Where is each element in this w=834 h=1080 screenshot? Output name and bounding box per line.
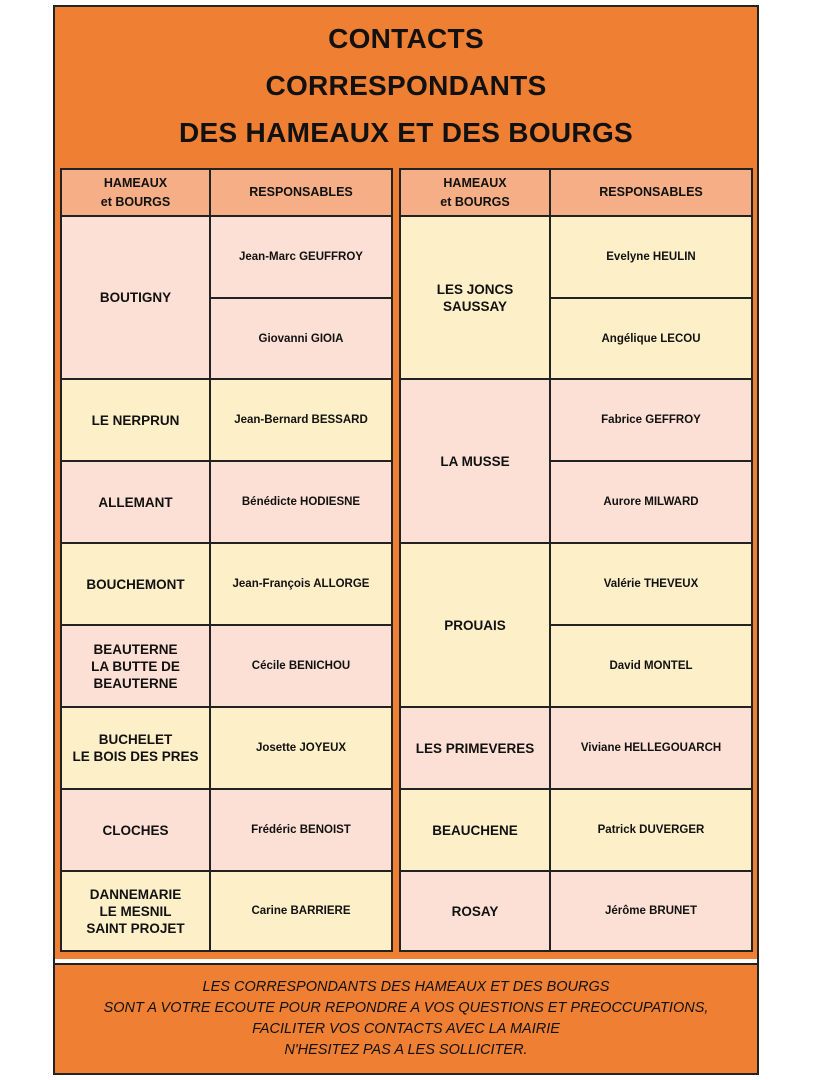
name-cell: David MONTEL bbox=[551, 626, 751, 706]
place-cell: LA MUSSE bbox=[401, 380, 549, 542]
place-cell: BOUTIGNY bbox=[62, 217, 209, 378]
place-cell: ROSAY bbox=[401, 872, 549, 950]
place-cell: BEAUTERNE LA BUTTE DE BEAUTERNE bbox=[62, 626, 209, 706]
footer-line-2: SONT A VOTRE ECOUTE POUR REPONDRE A VOS QUESTIONS ET PREOCCUPATIONS, bbox=[103, 1000, 709, 1016]
place-cell: DANNEMARIE LE MESNIL SAINT PROJET bbox=[62, 872, 209, 950]
header-hameaux: HAMEAUX et BOURGS bbox=[401, 170, 549, 215]
name-cell: Cécile BENICHOU bbox=[211, 626, 391, 706]
name-cell: Giovanni GIOIA bbox=[211, 299, 391, 378]
name-cell: Jean-François ALLORGE bbox=[211, 544, 391, 624]
name-cell: Viviane HELLEGOUARCH bbox=[551, 708, 751, 788]
header-responsables: RESPONSABLES bbox=[551, 170, 751, 215]
header-hameaux: HAMEAUX et BOURGS bbox=[62, 170, 209, 215]
place-cell: LES PRIMEVERES bbox=[401, 708, 549, 788]
title-line-3: DES HAMEAUX ET DES BOURGS bbox=[179, 117, 633, 148]
page-border bbox=[53, 5, 759, 1075]
place-cell: BEAUCHENE bbox=[401, 790, 549, 870]
place-cell: BUCHELET LE BOIS DES PRES bbox=[62, 708, 209, 788]
place-cell: ALLEMANT bbox=[62, 462, 209, 542]
place-cell: PROUAIS bbox=[401, 544, 549, 706]
name-cell: Jean-Marc GEUFFROY bbox=[211, 217, 391, 297]
name-cell: Jérôme BRUNET bbox=[551, 872, 751, 950]
name-cell: Jean-Bernard BESSARD bbox=[211, 380, 391, 460]
name-cell: Angélique LECOU bbox=[551, 299, 751, 378]
name-cell: Evelyne HEULIN bbox=[551, 217, 751, 297]
name-cell: Aurore MILWARD bbox=[551, 462, 751, 542]
name-cell: Frédéric BENOIST bbox=[211, 790, 391, 870]
footer-line-3: FACILITER VOS CONTACTS AVEC LA MAIRIE bbox=[252, 1021, 560, 1037]
name-cell: Fabrice GEFFROY bbox=[551, 380, 751, 460]
place-cell: LE NERPRUN bbox=[62, 380, 209, 460]
title-line-1: CONTACTS bbox=[328, 23, 484, 54]
place-cell: LES JONCS SAUSSAY bbox=[401, 217, 549, 378]
footer-line-4: N'HESITEZ PAS A LES SOLLICITER. bbox=[284, 1042, 528, 1058]
title-line-2: CORRESPONDANTS bbox=[265, 70, 547, 101]
name-cell: Patrick DUVERGER bbox=[551, 790, 751, 870]
header-responsables: RESPONSABLES bbox=[211, 170, 391, 215]
name-cell: Valérie THEVEUX bbox=[551, 544, 751, 624]
name-cell: Bénédicte HODIESNE bbox=[211, 462, 391, 542]
name-cell: Josette JOYEUX bbox=[211, 708, 391, 788]
place-cell: CLOCHES bbox=[62, 790, 209, 870]
footer-line-1: LES CORRESPONDANTS DES HAMEAUX ET DES BOURGS bbox=[202, 979, 610, 995]
name-cell: Carine BARRIERE bbox=[211, 872, 391, 950]
place-cell: BOUCHEMONT bbox=[62, 544, 209, 624]
